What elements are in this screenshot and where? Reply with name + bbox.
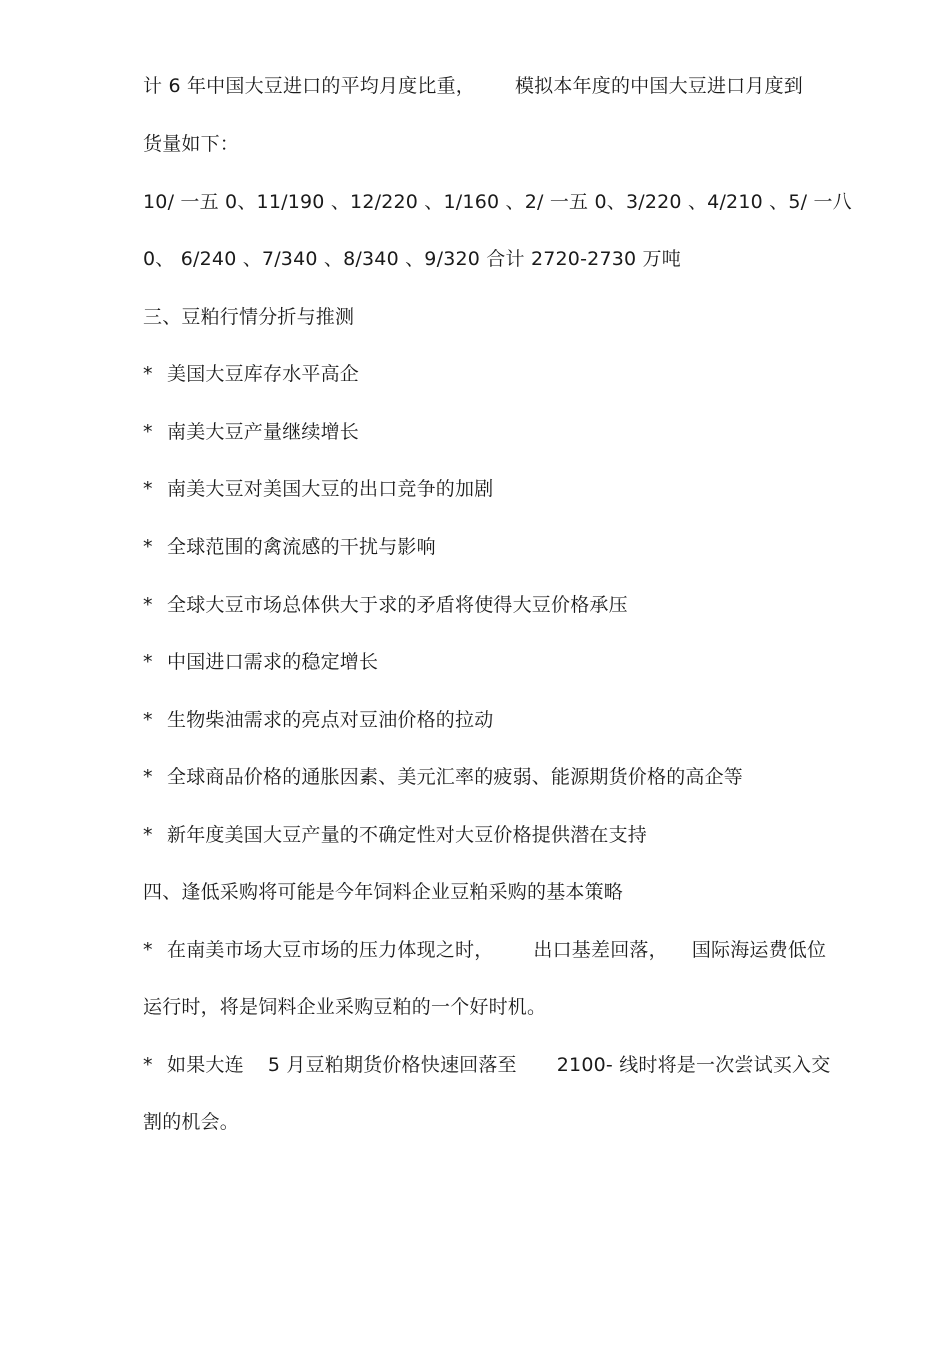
list-item xyxy=(143,1053,830,1077)
list-item xyxy=(143,823,647,847)
list-item-text: 美国大豆库存水平高企 xyxy=(167,363,360,385)
list-item-continuation xyxy=(143,995,546,1019)
list-item xyxy=(143,708,493,732)
list-item-text: 5 月豆粕期货价格快速回落至 xyxy=(267,1054,517,1076)
section-3-heading xyxy=(143,305,354,329)
bullet-marker: * xyxy=(143,766,153,788)
bullet-marker: * xyxy=(143,421,153,443)
list-item xyxy=(143,362,359,386)
paragraph-text: 模拟本年度的中国大豆进口月度到 xyxy=(514,75,803,97)
list-item xyxy=(143,650,378,674)
monthly-arrivals-line-1 xyxy=(143,190,852,214)
bullet-marker: * xyxy=(143,363,153,385)
list-item xyxy=(143,765,743,789)
section-heading: 四、逢低采购将可能是今年饲料企业豆粕采购的基本策略 xyxy=(143,881,624,903)
list-item-text: 新年度美国大豆产量的不确定性对大豆价格提供潜在支持 xyxy=(167,824,648,846)
list-item-text: 国际海运费低位 xyxy=(691,939,827,961)
list-item-text: 全球商品价格的通胀因素、美元汇率的疲弱、能源期货价格的高企等 xyxy=(167,766,744,788)
list-item-text: 生物柴油需求的亮点对豆油价格的拉动 xyxy=(167,709,494,731)
bullet-marker: * xyxy=(143,651,153,673)
paragraph-line-1 xyxy=(143,74,803,98)
list-item-text: 中国进口需求的稳定增长 xyxy=(167,651,379,673)
monthly-arrivals-line-2 xyxy=(143,247,681,271)
bullet-marker: * xyxy=(143,939,153,961)
paragraph-text: 货量如下： xyxy=(143,133,240,155)
bullet-marker: * xyxy=(143,1054,153,1076)
list-item-text: 全球范围的禽流感的干扰与影响 xyxy=(167,536,436,558)
section-heading: 三、豆粕行情分折与推测 xyxy=(143,306,355,328)
list-item-text: 如果大连 xyxy=(167,1054,244,1076)
bullet-marker: * xyxy=(143,594,153,616)
list-item-text: 运行时，将是饲料企业采购豆粕的一个好时机。 xyxy=(143,996,547,1018)
bullet-marker: * xyxy=(143,824,153,846)
list-item-text: 全球大豆市场总体供大于求的矛盾将使得大豆价格承压 xyxy=(167,594,628,616)
list-item xyxy=(143,477,493,501)
paragraph-text: 0、 6/240 、7/340 、8/340 、9/320 合计 2720-2730 万吨 xyxy=(143,248,681,270)
bullet-marker: * xyxy=(143,478,153,500)
list-item xyxy=(143,420,359,444)
paragraph-text: 计 6 年中国大豆进口的平均月度比重， xyxy=(143,75,475,97)
list-item-text: 南美大豆对美国大豆的出口竞争的加剧 xyxy=(167,478,494,500)
paragraph-text: 10/ 一五 0、11/190 、12/220 、1/160 、2/ 一五 0、3/220 、4/210 、5/ 一八 xyxy=(143,191,852,213)
paragraph-line-2 xyxy=(143,132,239,156)
bullet-marker: * xyxy=(143,709,153,731)
list-item-text: 在南美市场大豆市场的压力体现之时， xyxy=(167,939,494,961)
bullet-marker: * xyxy=(143,536,153,558)
list-item xyxy=(143,593,628,617)
list-item-text: 2100- 线时将是一次尝试买入交 xyxy=(556,1054,831,1076)
list-item xyxy=(143,535,436,559)
section-4-heading xyxy=(143,880,623,904)
list-item-text: 割的机会。 xyxy=(143,1111,240,1133)
list-item-continuation xyxy=(143,1110,239,1134)
list-item-text: 南美大豆产量继续增长 xyxy=(167,421,360,443)
list-item-text: 出口基差回落， xyxy=(533,939,668,961)
list-item xyxy=(143,938,826,962)
